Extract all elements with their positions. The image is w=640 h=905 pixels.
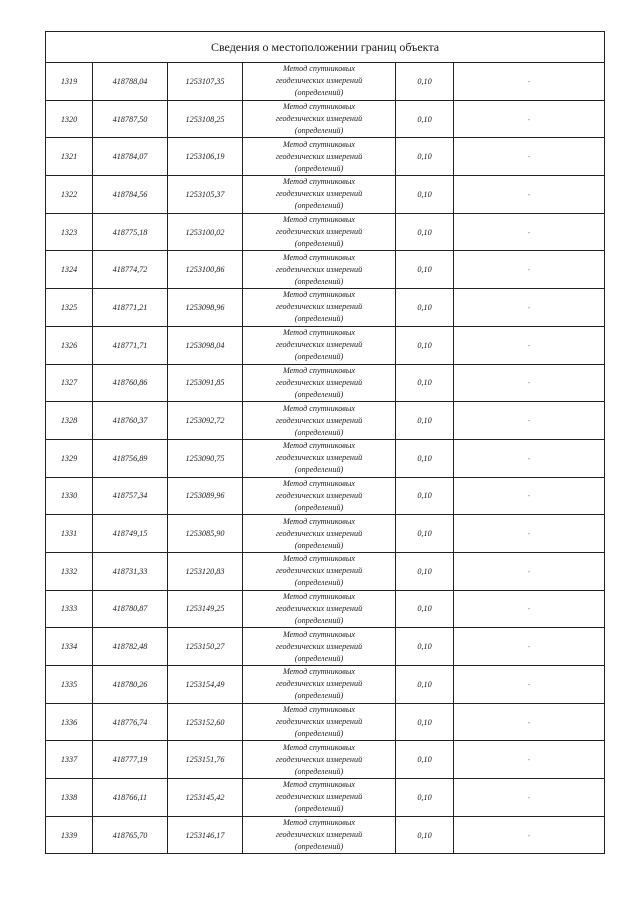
x-coordinate-cell: 418760,86: [93, 364, 168, 402]
x-coordinate-cell: 418782,48: [93, 628, 168, 666]
description-cell: -: [454, 666, 605, 704]
x-coordinate-cell: 418771,71: [93, 326, 168, 364]
method-cell: [243, 628, 396, 666]
y-coordinate-cell: 1253098,96: [168, 289, 243, 327]
table-row: [46, 251, 605, 289]
method-text-line: Метод спутниковых: [282, 667, 356, 677]
accuracy-cell: 0,10: [396, 515, 454, 553]
point-number-cell: 1339: [46, 816, 93, 854]
point-number-cell: 1331: [46, 515, 93, 553]
method-cell: [243, 439, 396, 477]
method-text-line: геодезических измерений: [275, 151, 363, 161]
point-number-cell: 1321: [46, 138, 93, 176]
accuracy-cell: 0,10: [396, 779, 454, 817]
method-text-line: Метод спутниковых: [282, 328, 356, 338]
method-text-line: Метод спутниковых: [282, 742, 356, 752]
description-cell: -: [454, 628, 605, 666]
table-row: [46, 552, 605, 590]
method-text-line: геодезических измерений: [275, 566, 363, 576]
x-coordinate-cell: 418787,50: [93, 100, 168, 138]
method-text-line: Метод спутниковых: [282, 64, 356, 74]
point-number-cell: 1326: [46, 326, 93, 364]
y-coordinate-cell: 1253108,25: [168, 100, 243, 138]
accuracy-cell: 0,10: [396, 741, 454, 779]
description-cell: -: [454, 138, 605, 176]
description-cell: -: [454, 741, 605, 779]
method-text-line: Метод спутниковых: [282, 554, 356, 564]
x-coordinate-cell: 418780,87: [93, 590, 168, 628]
method-cell: [243, 100, 396, 138]
method-cell: [243, 213, 396, 251]
method-cell: [243, 326, 396, 364]
method-text-line: геодезических измерений: [275, 641, 363, 651]
method-cell: [243, 63, 396, 101]
table-row: [46, 779, 605, 817]
x-coordinate-cell: 418780,26: [93, 666, 168, 704]
method-text-line: геодезических измерений: [275, 490, 363, 500]
accuracy-cell: 0,10: [396, 703, 454, 741]
x-coordinate-cell: 418776,74: [93, 703, 168, 741]
point-number-cell: 1330: [46, 477, 93, 515]
x-coordinate-cell: 418766,11: [93, 779, 168, 817]
method-text-line: геодезических измерений: [275, 189, 363, 199]
point-number-cell: 1323: [46, 213, 93, 251]
accuracy-cell: 0,10: [396, 590, 454, 628]
method-text-line: Метод спутниковых: [282, 139, 356, 149]
table-row: [46, 628, 605, 666]
method-text-line: геодезических измерений: [275, 453, 363, 463]
method-cell: [243, 552, 396, 590]
method-text-line: Метод спутниковых: [282, 177, 356, 187]
table-row: [46, 63, 605, 101]
y-coordinate-cell: 1253100,02: [168, 213, 243, 251]
point-number-cell: 1338: [46, 779, 93, 817]
y-coordinate-cell: 1253092,72: [168, 402, 243, 440]
method-text-line: Метод спутниковых: [282, 215, 356, 225]
y-coordinate-cell: 1253105,37: [168, 176, 243, 214]
description-cell: -: [454, 213, 605, 251]
table-row: [46, 816, 605, 854]
description-cell: -: [454, 552, 605, 590]
y-coordinate-cell: 1253151,76: [168, 741, 243, 779]
method-text-line: Метод спутниковых: [282, 705, 356, 715]
title-row: [46, 32, 605, 63]
accuracy-cell: 0,10: [396, 251, 454, 289]
method-cell: [243, 251, 396, 289]
method-cell: [243, 779, 396, 817]
method-text-line: (определений): [294, 239, 344, 249]
method-text-line: (определений): [294, 201, 344, 211]
y-coordinate-cell: 1253120,83: [168, 552, 243, 590]
x-coordinate-cell: 418771,21: [93, 289, 168, 327]
table-row: [46, 703, 605, 741]
x-coordinate-cell: 418749,15: [93, 515, 168, 553]
method-text-line: (определений): [294, 314, 344, 324]
description-cell: -: [454, 289, 605, 327]
x-coordinate-cell: 418775,18: [93, 213, 168, 251]
method-text-line: геодезических измерений: [275, 415, 363, 425]
accuracy-cell: 0,10: [396, 816, 454, 854]
point-number-cell: 1332: [46, 552, 93, 590]
y-coordinate-cell: 1253085,90: [168, 515, 243, 553]
table-row: [46, 590, 605, 628]
method-text-line: геодезических измерений: [275, 528, 363, 538]
method-cell: [243, 364, 396, 402]
method-text-line: Метод спутниковых: [282, 102, 356, 112]
description-cell: -: [454, 364, 605, 402]
point-number-cell: 1327: [46, 364, 93, 402]
accuracy-cell: 0,10: [396, 402, 454, 440]
description-cell: -: [454, 63, 605, 101]
point-number-cell: 1325: [46, 289, 93, 327]
table-row: [46, 326, 605, 364]
method-text-line: (определений): [294, 276, 344, 286]
accuracy-cell: 0,10: [396, 138, 454, 176]
description-cell: -: [454, 515, 605, 553]
method-text-line: (определений): [294, 578, 344, 588]
description-cell: -: [454, 176, 605, 214]
y-coordinate-cell: 1253098,04: [168, 326, 243, 364]
method-text-line: (определений): [294, 804, 344, 814]
table-row: [46, 477, 605, 515]
method-text-line: Метод спутниковых: [282, 365, 356, 375]
table-row: [46, 176, 605, 214]
description-cell: -: [454, 779, 605, 817]
y-coordinate-cell: 1253152,60: [168, 703, 243, 741]
point-number-cell: 1319: [46, 63, 93, 101]
method-text-line: (определений): [294, 615, 344, 625]
method-text-line: Метод спутниковых: [282, 516, 356, 526]
description-cell: -: [454, 816, 605, 854]
accuracy-cell: 0,10: [396, 176, 454, 214]
method-text-line: Метод спутниковых: [282, 403, 356, 413]
y-coordinate-cell: 1253150,27: [168, 628, 243, 666]
accuracy-cell: 0,10: [396, 63, 454, 101]
y-coordinate-cell: 1253154,49: [168, 666, 243, 704]
method-text-line: Метод спутниковых: [282, 478, 356, 488]
point-number-cell: 1320: [46, 100, 93, 138]
method-cell: [243, 289, 396, 327]
method-text-line: геодезических измерений: [275, 792, 363, 802]
method-text-line: Метод спутниковых: [282, 290, 356, 300]
x-coordinate-cell: 418777,19: [93, 741, 168, 779]
y-coordinate-cell: 1253145,42: [168, 779, 243, 817]
method-text-line: геодезических измерений: [275, 754, 363, 764]
y-coordinate-cell: 1253100,86: [168, 251, 243, 289]
method-cell: [243, 666, 396, 704]
y-coordinate-cell: 1253106,19: [168, 138, 243, 176]
accuracy-cell: 0,10: [396, 326, 454, 364]
y-coordinate-cell: 1253146,17: [168, 816, 243, 854]
x-coordinate-cell: 418756,89: [93, 439, 168, 477]
description-cell: -: [454, 477, 605, 515]
method-text-line: геодезических измерений: [275, 679, 363, 689]
method-text-line: геодезических измерений: [275, 114, 363, 124]
table-body: [46, 32, 605, 854]
accuracy-cell: 0,10: [396, 477, 454, 515]
point-number-cell: 1336: [46, 703, 93, 741]
accuracy-cell: 0,10: [396, 666, 454, 704]
method-text-line: геодезических измерений: [275, 264, 363, 274]
method-text-line: (определений): [294, 465, 344, 475]
x-coordinate-cell: 418774,72: [93, 251, 168, 289]
point-number-cell: 1328: [46, 402, 93, 440]
method-text-line: (определений): [294, 653, 344, 663]
accuracy-cell: 0,10: [396, 289, 454, 327]
method-text-line: Метод спутниковых: [282, 252, 356, 262]
table-row: [46, 364, 605, 402]
method-cell: [243, 402, 396, 440]
method-cell: [243, 176, 396, 214]
point-number-cell: 1337: [46, 741, 93, 779]
method-text-line: (определений): [294, 352, 344, 362]
x-coordinate-cell: 418731,33: [93, 552, 168, 590]
y-coordinate-cell: 1253107,35: [168, 63, 243, 101]
table-row: [46, 741, 605, 779]
accuracy-cell: 0,10: [396, 628, 454, 666]
point-number-cell: 1322: [46, 176, 93, 214]
method-text-line: (определений): [294, 842, 344, 852]
table-row: [46, 289, 605, 327]
description-cell: -: [454, 590, 605, 628]
method-cell: [243, 477, 396, 515]
method-text-line: геодезических измерений: [275, 717, 363, 727]
x-coordinate-cell: 418760,37: [93, 402, 168, 440]
description-cell: -: [454, 402, 605, 440]
method-cell: [243, 741, 396, 779]
description-cell: -: [454, 326, 605, 364]
method-text-line: Метод спутниковых: [282, 629, 356, 639]
method-text-line: (определений): [294, 766, 344, 776]
method-text-line: геодезических измерений: [275, 76, 363, 86]
accuracy-cell: 0,10: [396, 439, 454, 477]
y-coordinate-cell: 1253090,75: [168, 439, 243, 477]
x-coordinate-cell: 418784,56: [93, 176, 168, 214]
method-text-line: Метод спутниковых: [282, 591, 356, 601]
method-text-line: (определений): [294, 729, 344, 739]
method-cell: [243, 590, 396, 628]
x-coordinate-cell: 418784,07: [93, 138, 168, 176]
method-text-line: (определений): [294, 502, 344, 512]
method-text-line: (определений): [294, 389, 344, 399]
method-text-line: геодезических измерений: [275, 377, 363, 387]
method-text-line: Метод спутниковых: [282, 441, 356, 451]
x-coordinate-cell: 418765,70: [93, 816, 168, 854]
method-text-line: (определений): [294, 691, 344, 701]
accuracy-cell: 0,10: [396, 213, 454, 251]
table-title: Сведения о местоположении границ объекта: [46, 32, 605, 63]
method-cell: [243, 515, 396, 553]
x-coordinate-cell: 418788,04: [93, 63, 168, 101]
point-number-cell: 1334: [46, 628, 93, 666]
y-coordinate-cell: 1253089,96: [168, 477, 243, 515]
x-coordinate-cell: 418757,34: [93, 477, 168, 515]
point-number-cell: 1329: [46, 439, 93, 477]
table-row: [46, 515, 605, 553]
table-row: [46, 138, 605, 176]
boundary-table: [45, 31, 605, 854]
method-cell: [243, 816, 396, 854]
accuracy-cell: 0,10: [396, 100, 454, 138]
point-number-cell: 1324: [46, 251, 93, 289]
point-number-cell: 1335: [46, 666, 93, 704]
description-cell: -: [454, 251, 605, 289]
y-coordinate-cell: 1253149,25: [168, 590, 243, 628]
table-row: [46, 402, 605, 440]
method-text-line: (определений): [294, 88, 344, 98]
method-text-line: Метод спутниковых: [282, 818, 356, 828]
table-row: [46, 100, 605, 138]
method-text-line: (определений): [294, 427, 344, 437]
description-cell: -: [454, 703, 605, 741]
method-text-line: геодезических измерений: [275, 603, 363, 613]
point-number-cell: 1333: [46, 590, 93, 628]
y-coordinate-cell: 1253091,85: [168, 364, 243, 402]
method-text-line: геодезических измерений: [275, 830, 363, 840]
method-text-line: (определений): [294, 540, 344, 550]
method-cell: [243, 703, 396, 741]
method-text-line: (определений): [294, 163, 344, 173]
method-cell: [243, 138, 396, 176]
method-text-line: Метод спутниковых: [282, 780, 356, 790]
table-row: [46, 439, 605, 477]
table-row: [46, 666, 605, 704]
accuracy-cell: 0,10: [396, 552, 454, 590]
method-text-line: геодезических измерений: [275, 340, 363, 350]
description-cell: -: [454, 100, 605, 138]
method-text-line: (определений): [294, 126, 344, 136]
method-text-line: геодезических измерений: [275, 227, 363, 237]
accuracy-cell: 0,10: [396, 364, 454, 402]
method-text-line: геодезических измерений: [275, 302, 363, 312]
table-row: [46, 213, 605, 251]
description-cell: -: [454, 439, 605, 477]
